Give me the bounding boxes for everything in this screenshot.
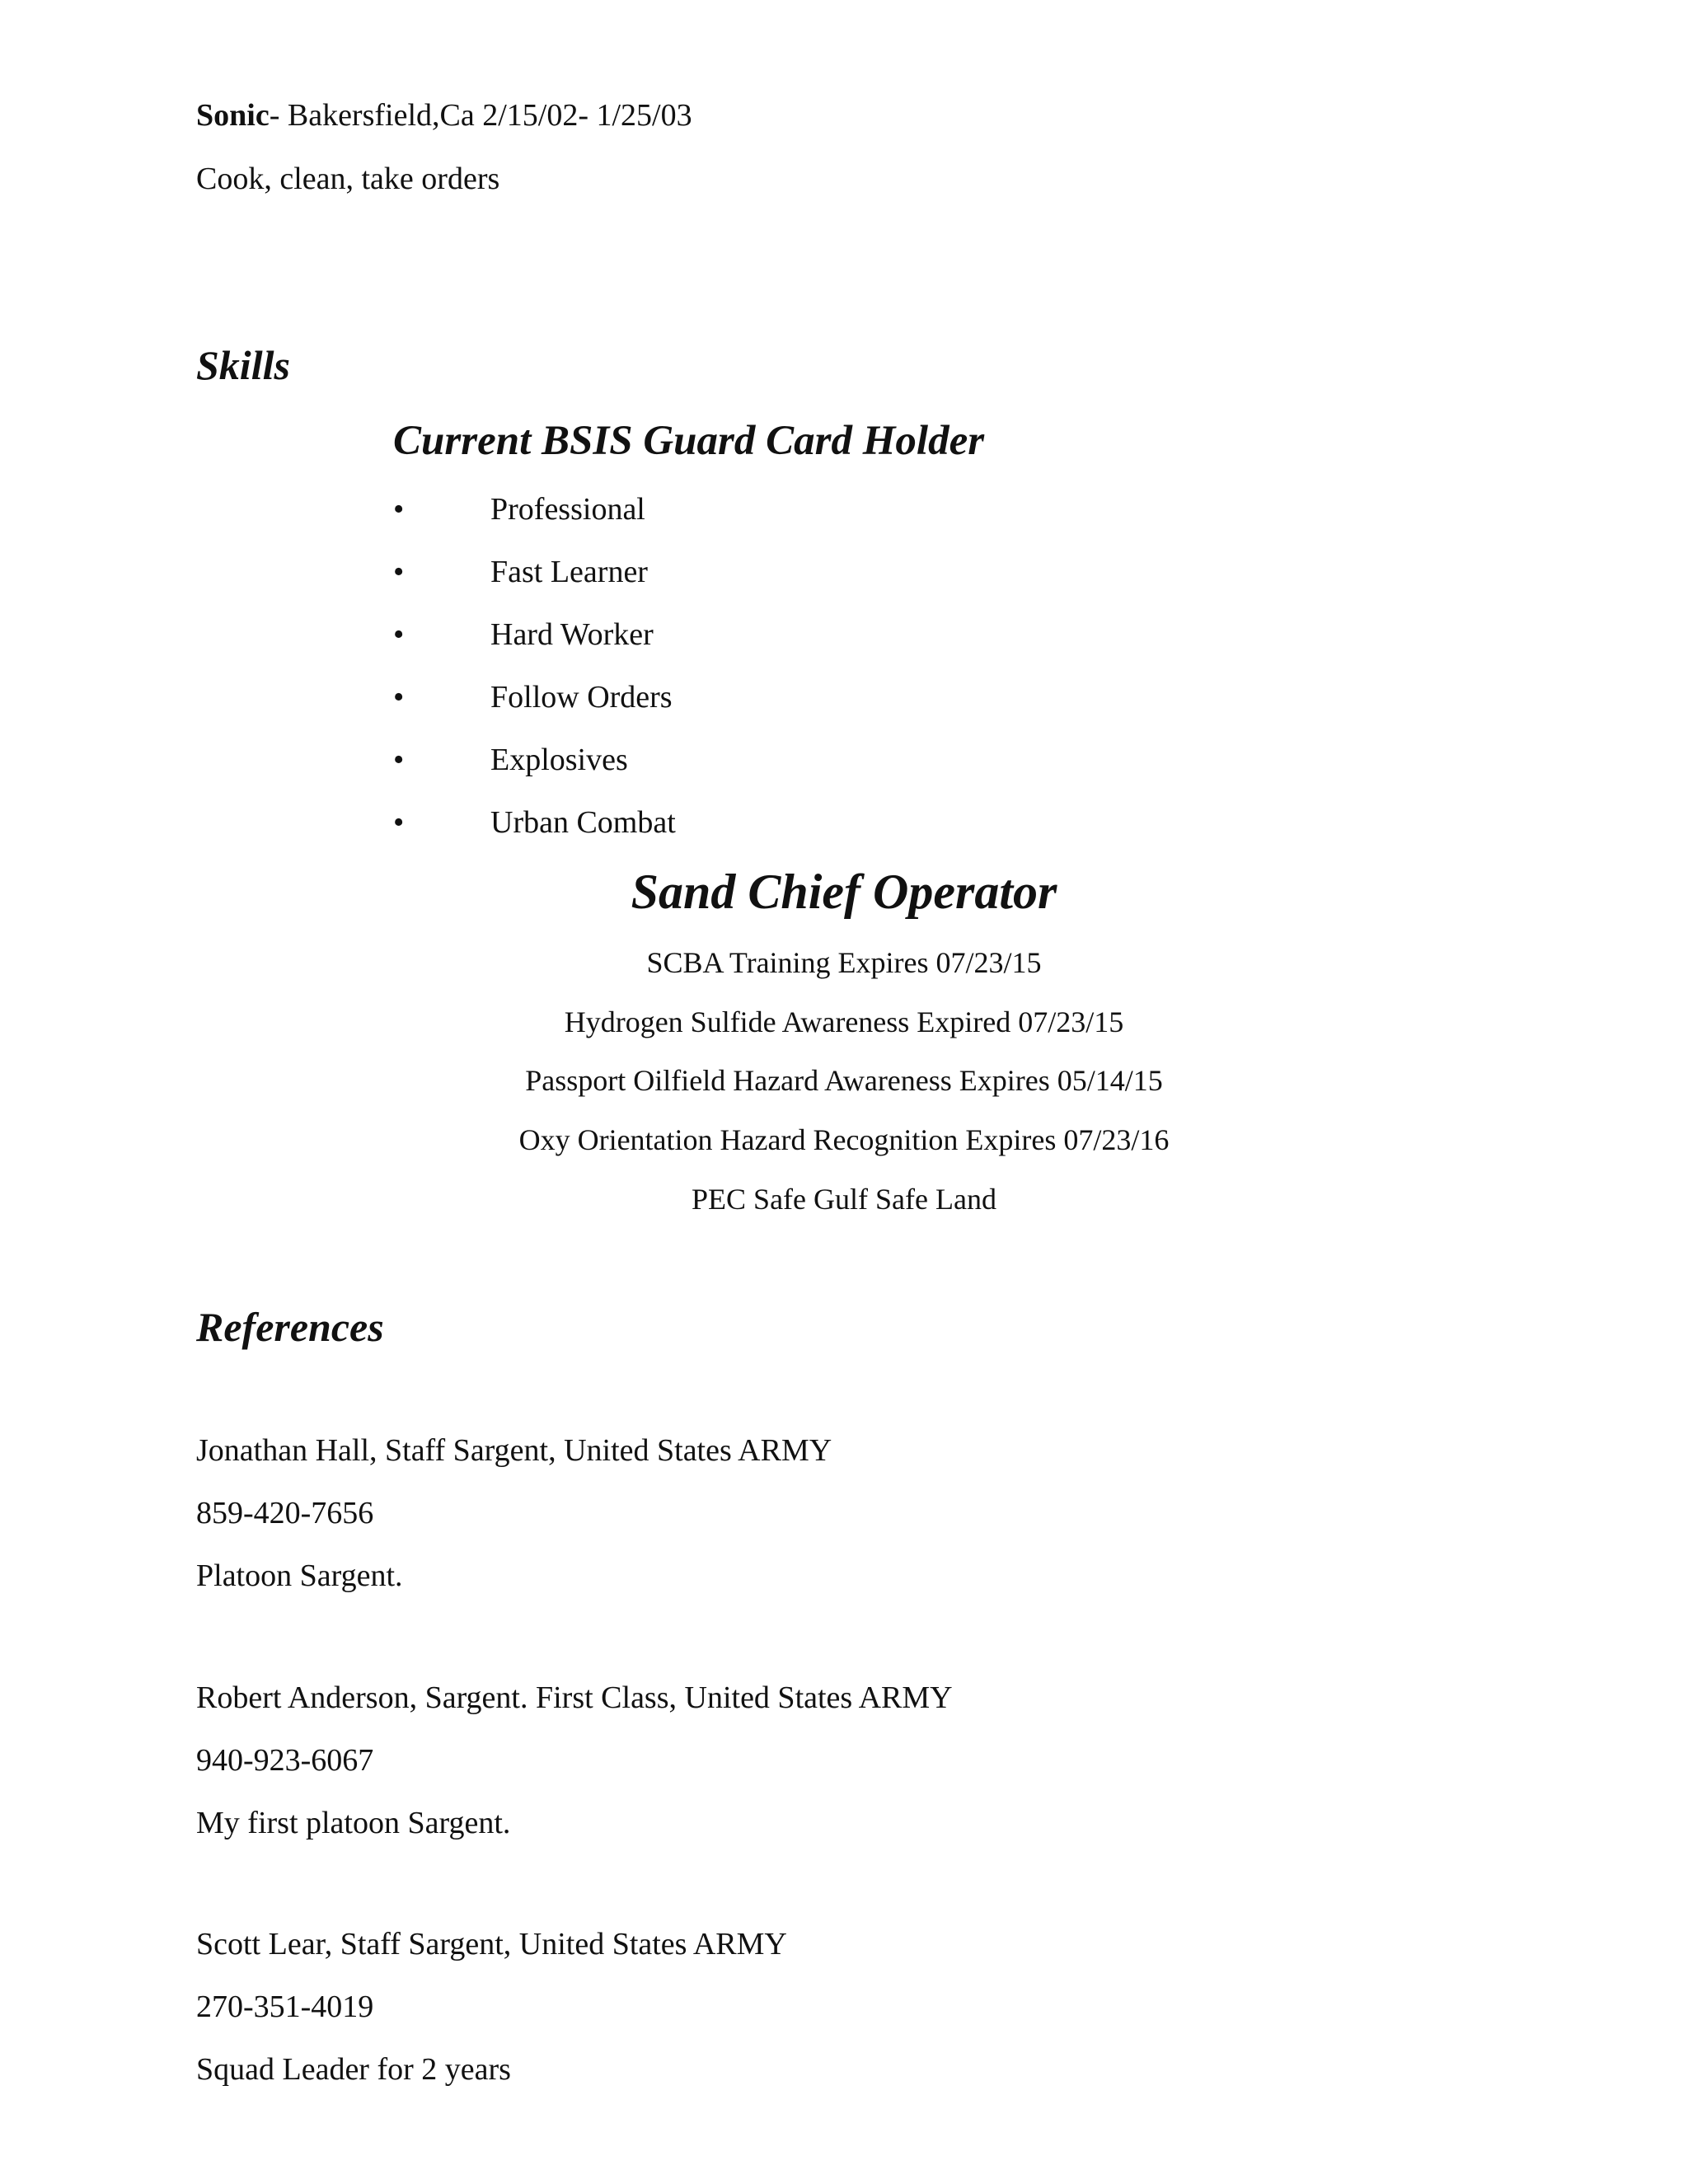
certification-line: PEC Safe Gulf Safe Land — [692, 1183, 996, 1216]
skill-item — [393, 679, 673, 715]
reference-phone: 859-420-7656 — [196, 1496, 374, 1530]
reference-note: Squad Leader for 2 years — [196, 2052, 511, 2087]
bullet-icon: • — [393, 680, 405, 715]
job-duties: Cook, clean, take orders — [196, 162, 500, 196]
reference-phone: 270-351-4019 — [196, 1990, 374, 2024]
job-company: Sonic — [196, 98, 270, 133]
skill-label: Explosives — [490, 743, 628, 777]
reference-name: Robert Anderson, Sargent. First Class, United States ARMY — [196, 1680, 953, 1715]
reference-phone: 940-923-6067 — [196, 1743, 374, 1778]
references-heading: References — [196, 1304, 384, 1350]
operator-heading: Sand Chief Operator — [631, 865, 1057, 919]
skill-label: Fast Learner — [490, 555, 648, 589]
guard-card-heading: Current BSIS Guard Card Holder — [393, 418, 985, 464]
certification-line: SCBA Training Expires 07/23/15 — [646, 946, 1042, 979]
bullet-icon: • — [393, 492, 405, 527]
skill-item — [393, 491, 645, 527]
reference-note: Platoon Sargent. — [196, 1558, 403, 1593]
bullet-icon: • — [393, 617, 405, 652]
certification-line: Hydrogen Sulfide Awareness Expired 07/23/15 — [564, 1005, 1124, 1038]
skill-label: Hard Worker — [490, 617, 654, 652]
skill-label: Follow Orders — [490, 680, 673, 715]
bullet-icon: • — [393, 805, 405, 840]
bullet-icon: • — [393, 743, 405, 777]
skills-heading: Skills — [196, 342, 290, 388]
skill-label: Professional — [490, 492, 645, 527]
skill-label: Urban Combat — [490, 805, 676, 840]
certification-line: Oxy Orientation Hazard Recognition Expires 07/23/16 — [518, 1123, 1170, 1156]
reference-name: Jonathan Hall, Staff Sargent, United States ARMY — [196, 1433, 832, 1468]
reference-name: Scott Lear, Staff Sargent, United States ARMY — [196, 1927, 787, 1961]
job-details: - Bakersfield,Ca 2/15/02- 1/25/03 — [269, 98, 692, 133]
skill-item — [393, 616, 654, 653]
bullet-icon: • — [393, 555, 405, 589]
certification-line: Passport Oilfield Hazard Awareness Expires 05/14/15 — [525, 1064, 1163, 1097]
skill-item — [393, 804, 676, 841]
skill-item — [393, 554, 648, 590]
reference-note: My first platoon Sargent. — [196, 1806, 511, 1840]
skill-item — [393, 742, 628, 778]
job-heading-line — [196, 97, 692, 134]
